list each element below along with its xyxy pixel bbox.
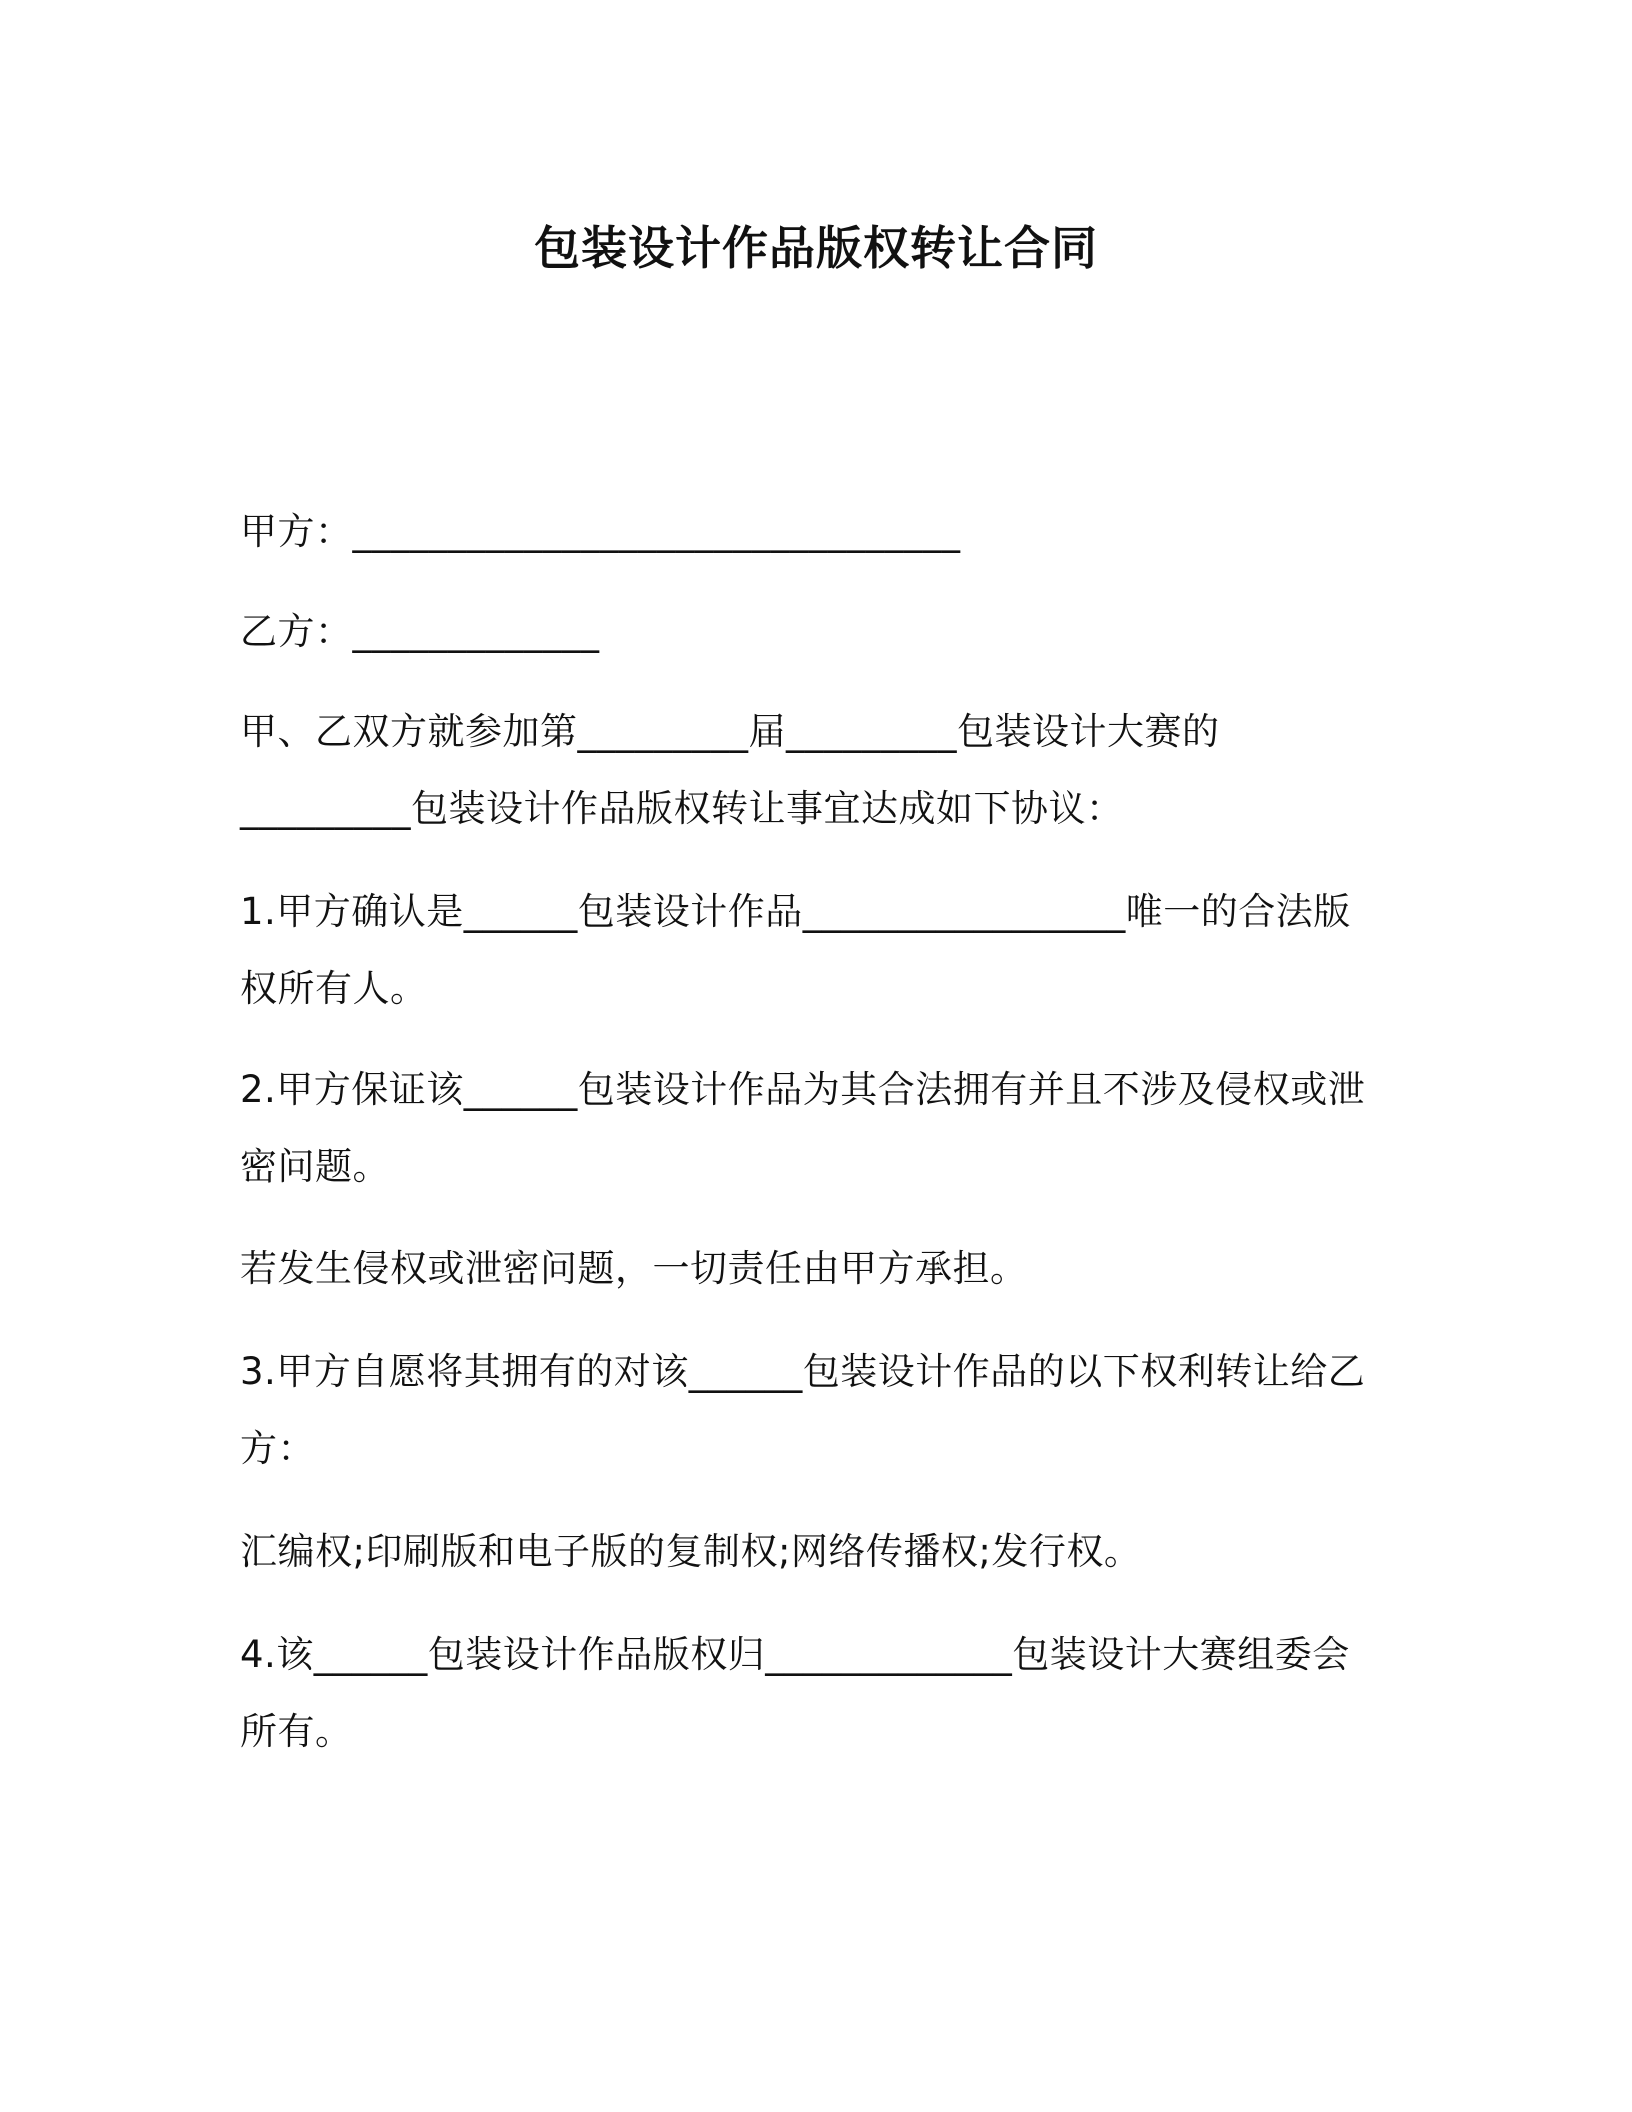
party-b-line: 乙方：_____________ bbox=[240, 610, 600, 653]
clause-2-line-1: 2.甲方保证该______包装设计作品为其合法拥有并且不涉及侵权或泄 bbox=[240, 1068, 1366, 1111]
party-a-line: 甲方：________________________________ bbox=[240, 510, 961, 553]
intro-line-1: 甲、乙双方就参加第_________届_________包装设计大赛的 bbox=[240, 710, 1220, 753]
clause-4-line-2: 所有。 bbox=[240, 1710, 353, 1753]
clause-3-line-1: 3.甲方自愿将其拥有的对该______包装设计作品的以下权利转让给乙 bbox=[240, 1350, 1366, 1393]
clause-4-line-1: 4.该______包装设计作品版权归_____________包装设计大赛组委会 bbox=[240, 1633, 1350, 1676]
clause-3-line-2: 方： bbox=[240, 1427, 315, 1470]
clause-2-line-2: 密问题。 bbox=[240, 1145, 390, 1188]
clause-1-line-2: 权所有人。 bbox=[240, 967, 428, 1010]
clause-1-line-1: 1.甲方确认是______包装设计作品_________________唯一的合法版 bbox=[240, 890, 1351, 933]
document-title: 包装设计作品版权转让合同 bbox=[534, 221, 1098, 275]
liability-line: 若发生侵权或泄密问题，一切责任由甲方承担。 bbox=[240, 1247, 1028, 1290]
intro-line-2: _________包装设计作品版权转让事宜达成如下协议： bbox=[240, 787, 1124, 830]
rights-list-line: 汇编权;印刷版和电子版的复制权;网络传播权;发行权。 bbox=[240, 1530, 1142, 1573]
